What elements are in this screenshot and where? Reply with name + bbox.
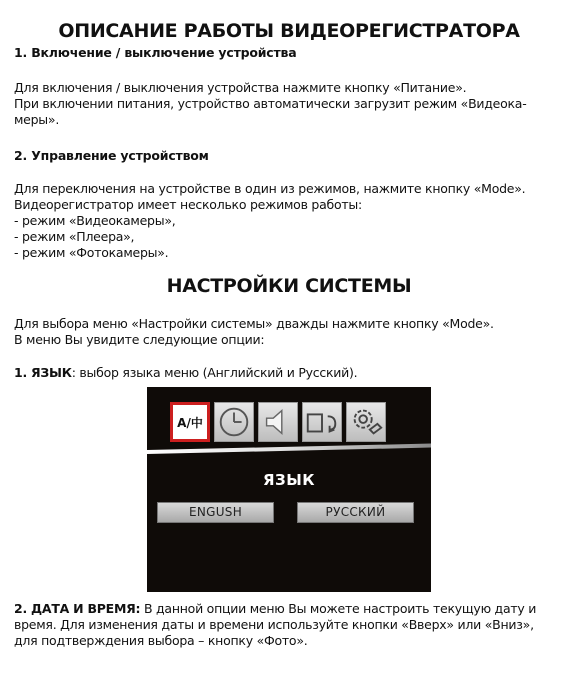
section-2-text xyxy=(14,181,525,261)
text-line: Для выбора меню «Настройки системы» дважды нажмите кнопку «Mode». xyxy=(14,316,494,331)
option-2-label: 2. ДАТА И ВРЕМЯ: xyxy=(14,601,141,616)
text-line: Для включения / выключения устройства нажмите кнопку «Питание». xyxy=(14,80,467,95)
option-english[interactable]: ENGUSH xyxy=(157,502,274,523)
option-russian[interactable]: РУССКИЙ xyxy=(297,502,414,523)
option-2-date-time xyxy=(14,601,536,649)
option-1-language xyxy=(14,365,357,381)
speaker-icon xyxy=(258,402,298,442)
language-menu-screenshot xyxy=(147,387,431,592)
language-icon-glyph: A/中 xyxy=(177,415,203,430)
section-title-system-settings: НАСТРОЙКИ СИСТЕМЫ xyxy=(166,275,412,297)
settings-intro xyxy=(14,316,494,348)
page-title: ОПИСАНИЕ РАБОТЫ ВИДЕОРЕГИСТРАТОРА xyxy=(58,20,520,42)
text-line: для подтверждения выбора – кнопку «Фото». xyxy=(14,633,308,648)
text-line: - режим «Фотокамеры». xyxy=(14,245,169,260)
language-icon xyxy=(170,402,210,442)
option-2-text: В данной опции меню Вы можете настроить текущую дату и xyxy=(140,601,537,616)
option-1-text: : выбор языка меню (Английский и Русский). xyxy=(71,365,358,380)
text-line: В меню Вы увидите следующие опции: xyxy=(14,332,265,347)
clock-icon xyxy=(214,402,254,442)
text-line xyxy=(14,601,536,617)
text-line: При включении питания, устройство автоматически загрузит режим «Видеока- xyxy=(14,96,527,111)
menu-title-language: ЯЗЫК xyxy=(262,471,315,489)
text-line: Для переключения на устройстве в один из режимов, нажмите кнопку «Mode». xyxy=(14,181,526,196)
section-2-heading: 2. Управление устройством xyxy=(14,148,209,163)
option-1-label: 1. ЯЗЫК xyxy=(14,365,72,380)
menu-icon-bar xyxy=(170,402,386,442)
gear-settings-icon xyxy=(346,402,386,442)
section-1-heading: 1. Включение / выключение устройства xyxy=(14,45,297,60)
text-line: меры». xyxy=(14,112,60,127)
menu-divider xyxy=(147,444,431,454)
text-line: - режим «Плеера», xyxy=(14,229,135,244)
text-line: - режим «Видеокамеры», xyxy=(14,213,176,228)
text-line: Видеорегистратор имеет несколько режимов работы: xyxy=(14,197,362,212)
text-line: время. Для изменения даты и времени используйте кнопки «Вверх» или «Вниз», xyxy=(14,617,534,632)
rotate-icon xyxy=(302,402,342,442)
section-1-text xyxy=(14,80,526,128)
